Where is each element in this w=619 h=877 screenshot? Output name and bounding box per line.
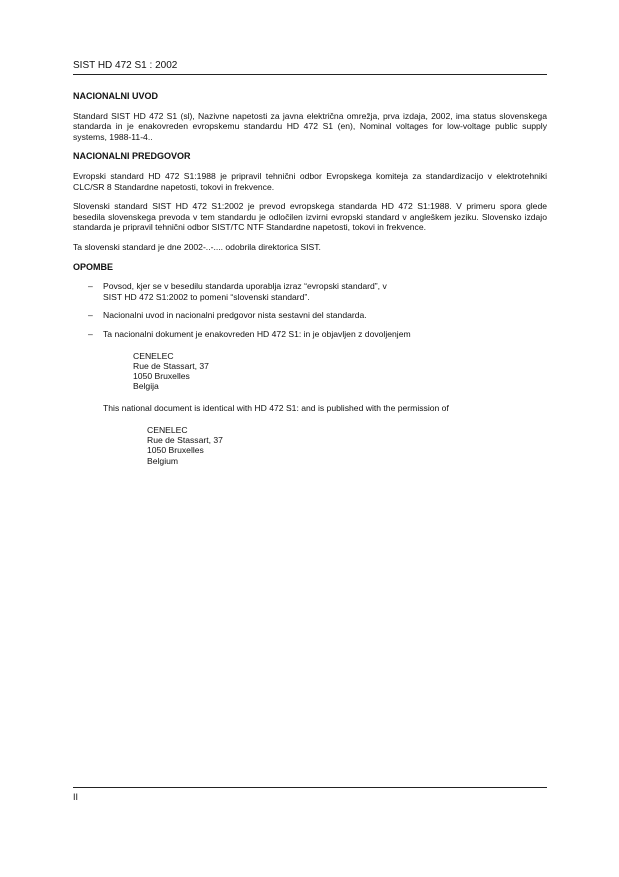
address-block-en [147,425,547,466]
section-title-opombe: OPOMBE [73,261,114,272]
address-org: CENELEC [133,350,174,361]
english-statement: This national document is identical with HD 472 S1: and is published with the permission of [103,403,449,414]
address-street: Rue de Stassart, 37 [147,435,223,446]
note-item-2: Nacionalni uvod in nacionalni predgovor nista sestavni del standarda. [103,310,367,321]
predgovor-paragraph-3: Ta slovenski standard je dne 2002-..-.... odobrila direktorica SIST. [73,241,321,252]
footer-divider [73,787,547,788]
address-country: Belgium [147,455,179,466]
section-title-nacionalni-predgovor: NACIONALNI PREDGOVOR [73,151,191,162]
note-item [73,281,547,302]
document-header: SIST HD 472 S1 : 2002 [73,60,178,71]
notes-list [73,281,547,339]
predgovor-paragraph-1: Evropski standard HD 472 S1:1988 je pripravil tehnični odbor Evropskega komiteja za standardizacijo v elektrotehniki CLC/SR 8 Standardne napetosti, tokovi in frekvence. [73,170,547,192]
address-city: 1050 Bruxelles [147,445,204,456]
dash-bullet: – [88,281,93,292]
dash-bullet: – [88,310,93,321]
page-number: II [73,792,79,802]
note-item [73,329,547,340]
address-country: Belgija [133,381,159,392]
address-street: Rue de Stassart, 37 [133,360,209,371]
section-title-nacionalni-uvod: NACIONALNI UVOD [73,91,158,101]
page-content [73,91,547,466]
note-item-1-line-1: Povsod, kjer se v besedilu standarda uporablja izraz “evropski standard”, v [103,281,387,292]
address-block-sl [133,351,547,392]
note-item-1-line-2: SIST HD 472 S1:2002 to pomeni “slovenski standard”. [103,291,310,302]
note-item-3: Ta nacionalni dokument je enakovreden HD 472 S1: in je objavljen z dovoljenjem [103,328,411,339]
dash-bullet: – [88,328,93,339]
uvod-paragraph: Standard SIST HD 472 S1 (sl), Nazivne napetosti za javna električna omrežja, prva izdaja, 2002, ima status slovenskega standarda in je enakovreden evropskemu standardu HD 472 S1 (en), Nominal voltages for low-voltage public supply systems, 1988-11-4.. [73,110,547,142]
note-item [73,310,547,321]
address-city: 1050 Bruxelles [133,370,190,381]
header-divider [73,74,547,75]
address-org: CENELEC [147,424,188,435]
predgovor-paragraph-2: Slovenski standard SIST HD 472 S1:2002 je prevod evropskega standarda HD 472 S1:1988. V primeru spora glede besedila slovenskega prevoda v tem standardu je odločilen izvirni evropski standard v angleškem jeziku. Slovensko izdajo standarda je pripravil tehnični odbor SIST/TC NTF Standardne napetosti, tokovi in frekvence. [73,201,547,233]
